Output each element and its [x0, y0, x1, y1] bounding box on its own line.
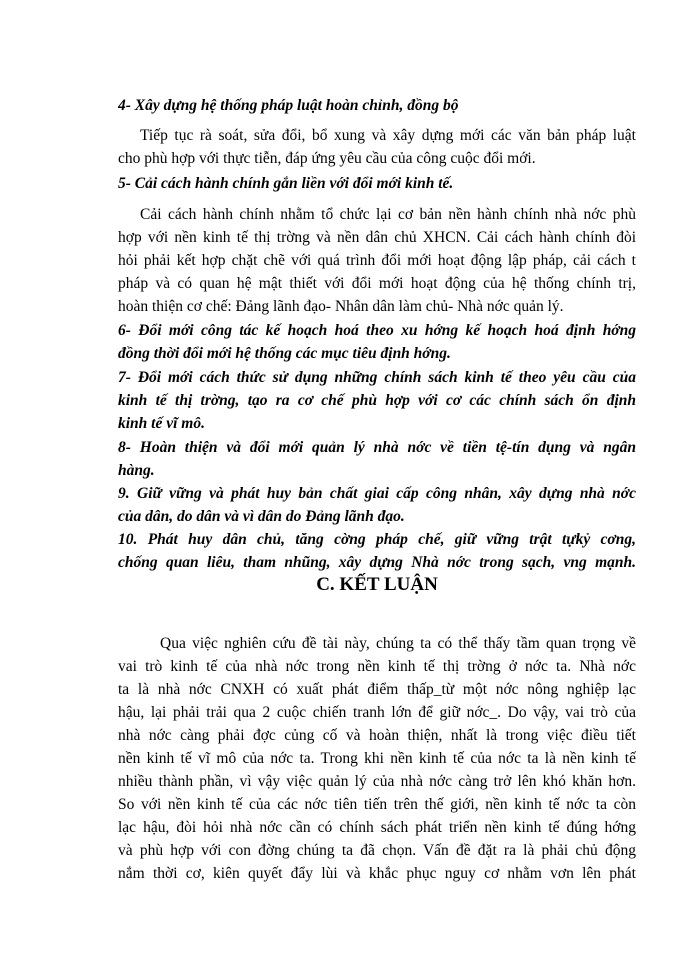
section-4-line-1: Tiếp tục rà soát, sửa đổi, bổ xung và xây dựng mới các văn bản pháp luật: [140, 127, 636, 144]
conclusion-line-3: ta là nhà nớc CNXH có xuất phát điểm thấp_từ một nớc nông nghiệp lạc: [118, 681, 636, 698]
heading-section-6-line-1: 6- Đổi mới công tác kế hoạch hoá theo xu hớng kế hoạch hoá định hớng: [118, 322, 636, 339]
heading-section-8-line-1: 8- Hoàn thiện và đổi mới quản lý nhà nớc về tiền tệ-tín dụng và ngân: [118, 439, 636, 456]
conclusion-line-8: So với nền kinh tế của các nớc tiên tiến trên thế giới, nền kinh tế nớc ta còn: [118, 796, 636, 813]
heading-section-6-line-2: đồng thời đổi mới hệ thống các mục tiêu định hớng.: [118, 345, 451, 362]
conclusion-line-1: Qua việc nghiên cứu đề tài này, chúng ta có thể thấy tầm quan trọng về: [160, 635, 636, 652]
conclusion-title: C. KẾT LUẬN: [316, 574, 438, 595]
heading-section-5: 5- Cải cách hành chính gắn liền với đổi mới kinh tế.: [118, 175, 454, 192]
conclusion-line-9: lạc hậu, đòi hỏi nhà nớc cần có chính sách phát triển nền kinh tế đúng hớng: [118, 819, 636, 836]
conclusion-line-11: nắm thời cơ, kiên quyết đẩy lùi và khắc phục nguy cơ nhằm vơn lên phát: [118, 865, 636, 882]
heading-section-10-line-2: chống quan liêu, tham nhũng, xây dựng Nhà nớc trong sạch, vng mạnh.: [118, 554, 636, 571]
section-5-line-1: Cải cách hành chính nhằm tổ chức lại cơ bản nền hành chính nhà nớc phù: [140, 206, 636, 223]
heading-section-9-line-1: 9. Giữ vững và phát huy bản chất giai cấp công nhân, xây dựng nhà nớc: [118, 485, 636, 502]
section-5-line-2: hợp với nền kinh tế thị trờng và nền dân chủ XHCN. Cải cách hành chính đòi: [118, 229, 636, 246]
conclusion-line-5: nhà nớc càng phải đợc củng cố và hoàn thiện, nhất là trong việc điều tiết: [118, 727, 636, 744]
heading-section-7-line-1: 7- Đổi mới cách thức sử dụng những chính sách kinh tế theo yêu cầu của: [118, 369, 636, 386]
heading-section-10-line-1: 10. Phát huy dân chủ, tăng cờng pháp chế, giữ vững trật tựkỷ cơng,: [118, 531, 636, 548]
heading-section-8-line-2: hàng.: [118, 462, 155, 479]
section-5-line-4: pháp và có quan hệ mật thiết với đổi mới hoạt động của hệ thống chính trị,: [118, 275, 636, 292]
heading-section-4: 4- Xây dựng hệ thống pháp luật hoàn chỉnh, đồng bộ: [118, 97, 459, 114]
section-5-line-5: hoàn thiện cơ chế: Đảng lãnh đạo- Nhân dân làm chủ- Nhà nớc quản lý.: [118, 298, 564, 315]
section-5-line-3: hỏi phải kết hợp chặt chẽ với quá trình đổi mới hoạt động lập pháp, cải cách t: [118, 252, 636, 269]
conclusion-line-2: vai trò kinh tế của nhà nớc trong nền kinh tế thị trờng ở nớc ta. Nhà nớc: [118, 658, 636, 675]
conclusion-line-6: nền kinh tế vĩ mô của nớc ta. Trong khi nền kinh tế của nớc ta là nền kinh tế: [118, 750, 636, 767]
heading-section-7-line-2: kinh tế thị trờng, tạo ra cơ chế phù hợp với cơ các chính sách ổn định: [118, 392, 636, 409]
conclusion-line-10: và phù hợp với con đờng chúng ta đã chọn. Vấn đề đặt ra là phải chủ động: [118, 842, 636, 859]
section-4-line-2: cho phù hợp với thực tiễn, đáp ứng yêu cầu của công cuộc đổi mới.: [118, 150, 536, 167]
conclusion-line-4: hậu, lại phải trải qua 2 cuộc chiến tranh lớn để giữ nớc_. Do vậy, vai trò của: [118, 704, 636, 721]
heading-section-9-line-2: của dân, do dân và vì dân do Đảng lãnh đạo.: [118, 508, 405, 525]
conclusion-line-7: nhiều thành phần, vì vậy việc quản lý của nhà nớc càng trở lên khó khăn hơn.: [118, 773, 636, 790]
heading-section-7-line-3: kinh tế vĩ mô.: [118, 415, 205, 432]
